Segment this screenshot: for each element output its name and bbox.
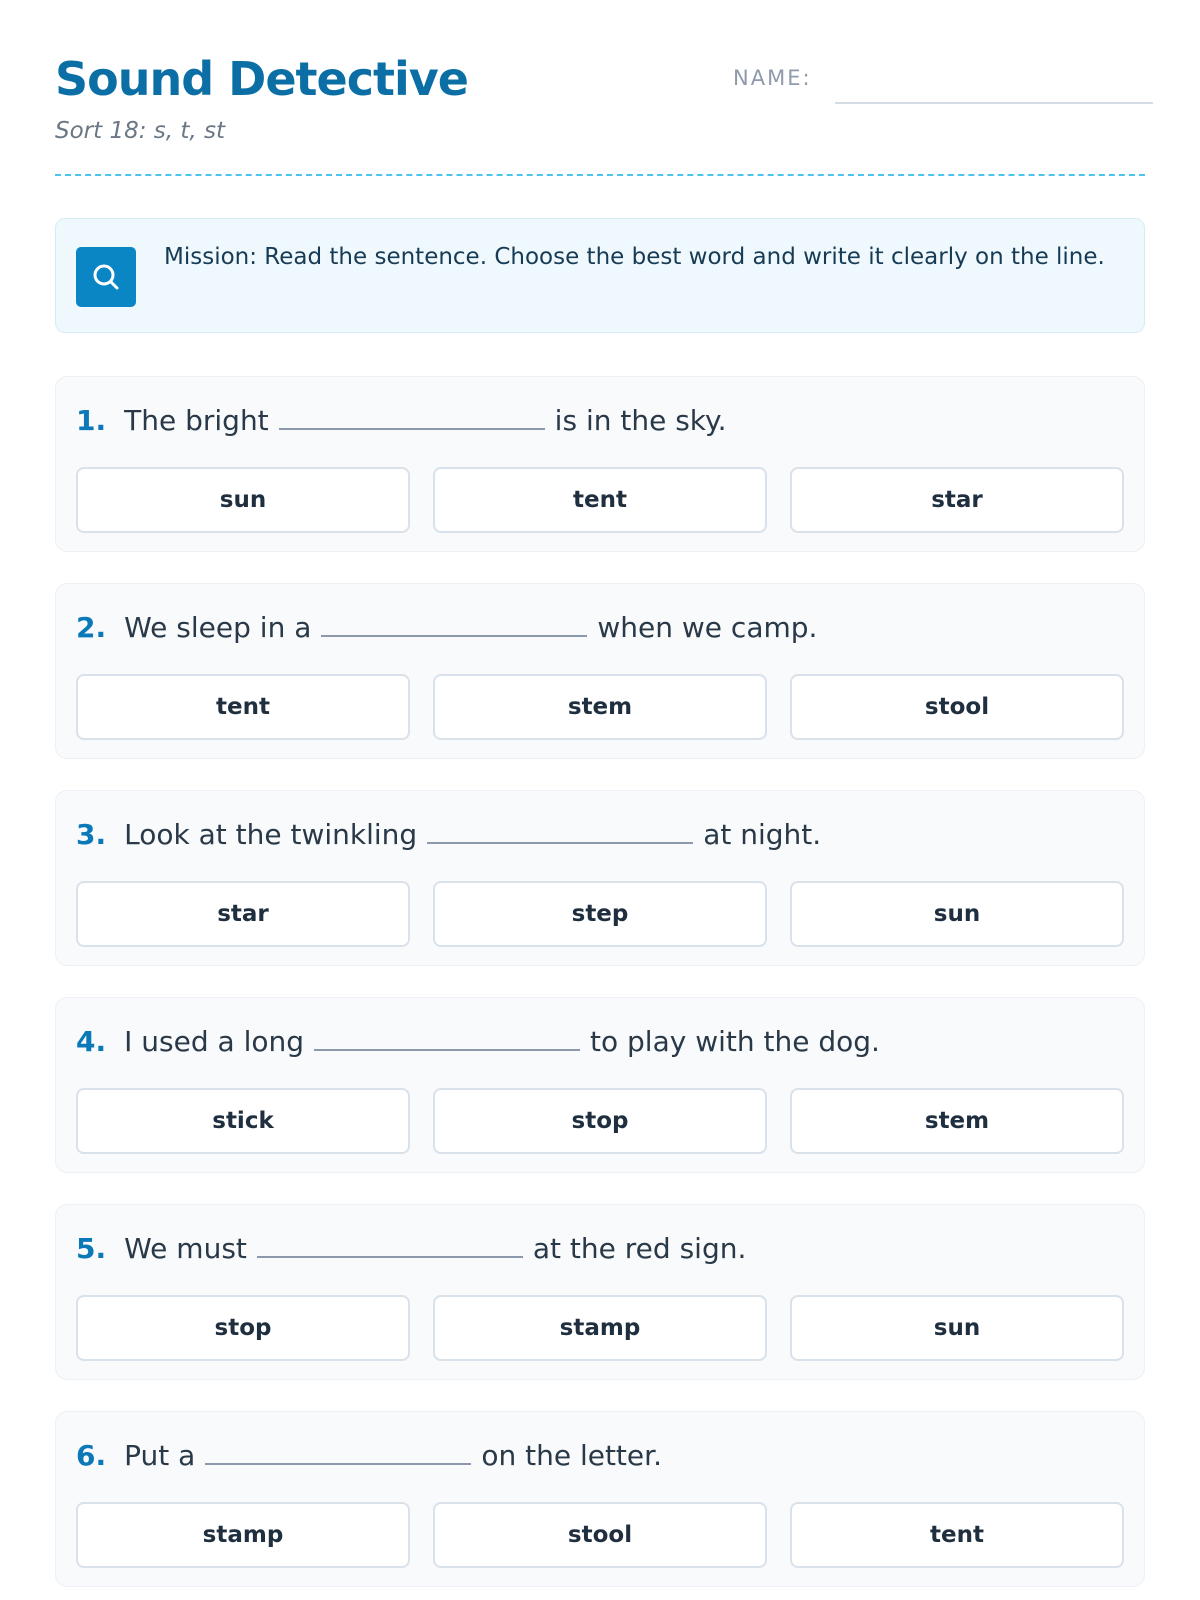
- question-sentence: [76, 611, 817, 644]
- answer-option[interactable]: stop: [76, 1295, 410, 1361]
- page-subtitle: Sort 18: s, t, st: [55, 118, 226, 144]
- question-card: [55, 997, 1145, 1173]
- answer-option[interactable]: stool: [790, 674, 1124, 740]
- answer-blank[interactable]: [205, 1443, 471, 1465]
- answer-option[interactable]: tent: [790, 1502, 1124, 1568]
- mission-text: Mission: Read the sentence. Choose the best word and write it clearly on the line.: [164, 244, 1105, 270]
- answer-options: [76, 1502, 1126, 1568]
- answer-blank[interactable]: [314, 1029, 580, 1051]
- question-sentence: [76, 404, 727, 437]
- answer-option[interactable]: star: [790, 467, 1124, 533]
- answer-option[interactable]: stem: [433, 674, 767, 740]
- answer-option[interactable]: stem: [790, 1088, 1124, 1154]
- answer-option[interactable]: sun: [790, 881, 1124, 947]
- question-number: 5.: [76, 1232, 107, 1265]
- answer-option[interactable]: tent: [433, 467, 767, 533]
- sentence-end: at the red sign.: [532, 1232, 747, 1265]
- question-sentence: [76, 1232, 746, 1265]
- answer-options: [76, 1088, 1126, 1154]
- answer-option[interactable]: star: [76, 881, 410, 947]
- answer-option[interactable]: stop: [433, 1088, 767, 1154]
- mission-box: [55, 218, 1145, 333]
- sentence-end: when we camp.: [597, 611, 818, 644]
- question-card: [55, 790, 1145, 966]
- question-number: 3.: [76, 818, 107, 851]
- answer-option[interactable]: stick: [76, 1088, 410, 1154]
- question-number: 4.: [76, 1025, 107, 1058]
- answer-options: [76, 467, 1126, 533]
- answer-blank[interactable]: [257, 1236, 523, 1258]
- sentence-end: on the letter.: [481, 1439, 662, 1472]
- answer-blank[interactable]: [321, 615, 587, 637]
- sentence-end: at night.: [703, 818, 822, 851]
- question-number: 6.: [76, 1439, 107, 1472]
- answer-option[interactable]: stamp: [433, 1295, 767, 1361]
- answer-options: [76, 674, 1126, 740]
- question-number: 2.: [76, 611, 107, 644]
- worksheet-header: [55, 0, 1145, 176]
- answer-option[interactable]: stool: [433, 1502, 767, 1568]
- sentence-start: The bright: [124, 404, 269, 437]
- question-card: [55, 376, 1145, 552]
- answer-option[interactable]: sun: [790, 1295, 1124, 1361]
- question-sentence: [76, 818, 821, 851]
- answer-blank[interactable]: [279, 408, 545, 430]
- sentence-end: to play with the dog.: [590, 1025, 880, 1058]
- sentence-end: is in the sky.: [554, 404, 727, 437]
- answer-option[interactable]: tent: [76, 674, 410, 740]
- sentence-start: We sleep in a: [124, 611, 312, 644]
- name-label: NAME:: [733, 66, 812, 90]
- question-sentence: [76, 1439, 662, 1472]
- question-number: 1.: [76, 404, 107, 437]
- page-title: Sound Detective: [55, 52, 468, 106]
- answer-option[interactable]: step: [433, 881, 767, 947]
- magnifier-icon: [76, 247, 136, 307]
- sentence-start: Put a: [124, 1439, 196, 1472]
- sentence-start: I used a long: [124, 1025, 305, 1058]
- question-card: [55, 583, 1145, 759]
- answer-options: [76, 1295, 1126, 1361]
- sentence-start: Look at the twinkling: [124, 818, 418, 851]
- answer-option[interactable]: sun: [76, 467, 410, 533]
- answer-options: [76, 881, 1126, 947]
- question-card: [55, 1411, 1145, 1587]
- answer-option[interactable]: stamp: [76, 1502, 410, 1568]
- sentence-start: We must: [124, 1232, 247, 1265]
- name-field[interactable]: [835, 102, 1153, 104]
- question-card: [55, 1204, 1145, 1380]
- question-sentence: [76, 1025, 880, 1058]
- answer-blank[interactable]: [427, 822, 693, 844]
